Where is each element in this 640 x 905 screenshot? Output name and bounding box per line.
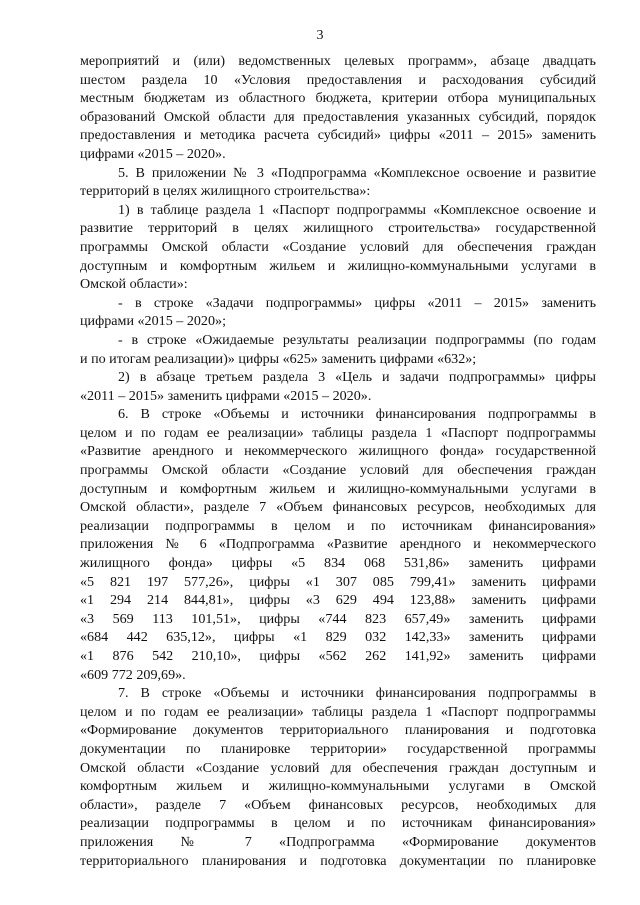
text-line: территориального планирования и подготовка документации по планировке bbox=[80, 852, 596, 869]
text-line: образований Омской области для предоставления указанных субсидий, порядок bbox=[80, 108, 596, 125]
text-line: «1 876 542 210,10», цифры «562 262 141,92» заменить цифрами bbox=[80, 648, 596, 664]
text-line: реализации подпрограммы в целом и по источникам финансирования» bbox=[80, 517, 596, 534]
text-line: целом и по годам ее реализации» таблицы раздела 1 «Паспорт подпрограммы bbox=[80, 703, 596, 720]
text-line: цифрами «2015 – 2020»; bbox=[80, 313, 226, 330]
text-line: цифрами «2015 – 2020». bbox=[80, 145, 226, 162]
text-line: 7. В строке «Объемы и источники финансирования подпрограммы в bbox=[118, 685, 596, 702]
text-line: Омской области»: bbox=[80, 276, 188, 293]
text-line: 6. В строке «Объемы и источники финансирования подпрограммы в bbox=[118, 406, 596, 423]
text-line: «684 442 635,12», цифры «1 829 032 142,33» заменить цифрами bbox=[80, 629, 596, 646]
text-line: комфортным жильем и жилищно-коммунальными услугами в Омской bbox=[80, 778, 596, 795]
text-line: «Формирование документов территориального планирования и подготовка bbox=[80, 722, 596, 739]
text-line: - в строке «Ожидаемые результаты реализации подпрограммы (по годам bbox=[118, 331, 596, 348]
text-line: предоставления и методика расчета субсидий» цифры «2011 – 2015» заменить bbox=[80, 127, 596, 144]
text-line: 2) в абзаце третьем раздела 3 «Цель и задачи подпрограммы» цифры bbox=[118, 369, 596, 386]
text-line: доступным и комфортным жильем и жилищно-коммунальными услугами в bbox=[80, 480, 596, 497]
page-number: 3 bbox=[316, 28, 324, 43]
text-line: реализации подпрограммы в целом и по источникам финансирования» bbox=[80, 815, 596, 832]
text-line: мероприятий и (или) ведомственных целевых программ», абзаце двадцать bbox=[80, 53, 596, 69]
text-line: развитие территорий в целях жилищного строительства» государственной bbox=[80, 220, 596, 237]
text-line: документации по планировке территории» государственной программы bbox=[80, 740, 596, 757]
text-line: программы Омской области «Создание условий для обеспечения граждан bbox=[80, 462, 596, 479]
body-text bbox=[80, 52, 596, 870]
text-line: жилищного фонда» цифры «5 834 068 531,86» заменить цифрами bbox=[80, 555, 596, 572]
text-line: приложения № 7 «Подпрограмма «Формирование документов bbox=[80, 833, 596, 850]
text-line: области», разделе 7 «Объем финансовых ресурсов, необходимых для bbox=[80, 796, 596, 813]
text-line: 1) в таблице раздела 1 «Паспорт подпрограммы «Комплексное освоение и bbox=[118, 201, 596, 218]
text-line: программы Омской области «Создание условий для обеспечения граждан bbox=[80, 238, 596, 255]
text-line: «2011 – 2015» заменить цифрами «2015 – 2020». bbox=[80, 387, 372, 404]
text-line: «Развитие арендного и некоммерческого жилищного фонда» государственной bbox=[80, 443, 596, 460]
text-line: Омской области», разделе 7 «Объем финансовых ресурсов, необходимых для bbox=[80, 499, 596, 516]
text-line: 5. В приложении № 3 «Подпрограмма «Комплексное освоение и развитие bbox=[118, 164, 596, 181]
text-line: «609 772 209,69». bbox=[80, 666, 186, 683]
text-line: «3 569 113 101,51», цифры «744 823 657,49» заменить цифрами bbox=[80, 610, 596, 627]
text-line: «1 294 214 844,81», цифры «3 629 494 123,88» заменить цифрами bbox=[80, 592, 596, 609]
text-line: Омской области «Создание условий для обеспечения граждан доступным и bbox=[80, 759, 596, 776]
text-line: «5 821 197 577,26», цифры «1 307 085 799,41» заменить цифрами bbox=[80, 573, 596, 590]
text-line: шестом раздела 10 «Условия предоставления и расходования субсидий bbox=[80, 71, 596, 88]
text-line: доступным и комфортным жильем и жилищно-коммунальными услугами в bbox=[80, 257, 596, 274]
text-line: целом и по годам ее реализации» таблицы раздела 1 «Паспорт подпрограммы bbox=[80, 424, 596, 441]
text-line: - в строке «Задачи подпрограммы» цифры «2011 – 2015» заменить bbox=[118, 294, 596, 311]
text-line: территорий в целях жилищного строительства»: bbox=[80, 183, 371, 200]
text-line: приложения № 6 «Подпрограмма «Развитие арендного и некоммерческого bbox=[80, 536, 596, 553]
text-line: и по итогам реализации)» цифры «625» заменить цифрами «632»; bbox=[80, 350, 477, 367]
text-line: местным бюджетам из областного бюджета, критерии отбора муниципальных bbox=[80, 90, 596, 107]
